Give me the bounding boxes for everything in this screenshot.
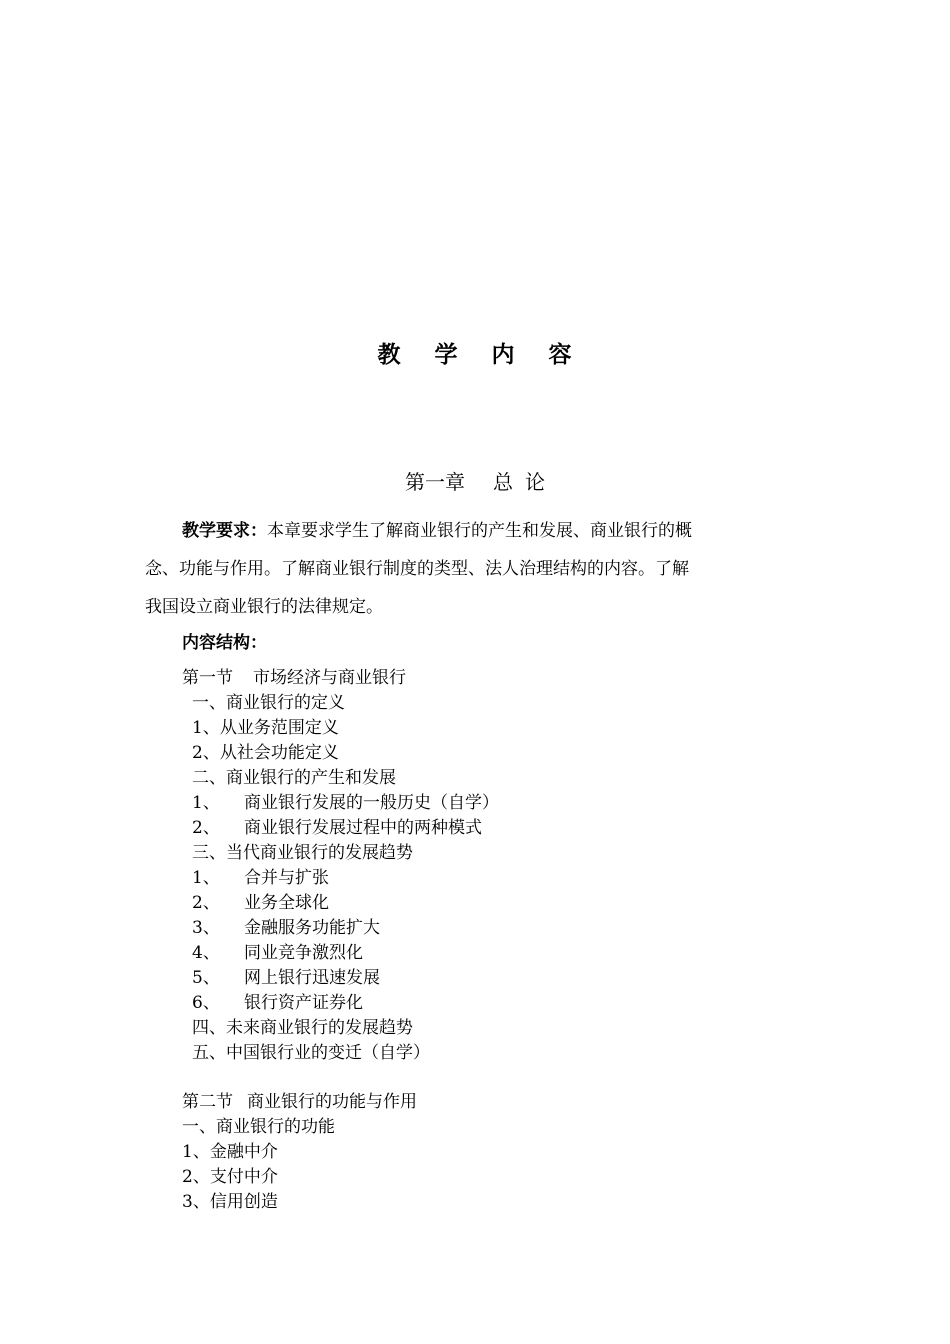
requirement-line-3: 我国设立商业银行的法律规定。: [145, 597, 383, 617]
s1-item-7-text: 合并与扩张: [244, 868, 329, 888]
s1-item-13: 四、未来商业银行的发展趋势: [192, 1018, 413, 1038]
s1-item-5-text: 商业银行发展过程中的两种模式: [244, 818, 482, 838]
chapter-heading: [0, 466, 950, 495]
s1-item-11-num: 5、: [192, 968, 220, 988]
s2-item-2: 2、支付中介: [182, 1167, 278, 1187]
s1-item-14: 五、中国银行业的变迁（自学）: [192, 1043, 430, 1063]
s1-item-12-text: 银行资产证券化: [244, 993, 363, 1013]
requirement-line-1: [182, 516, 802, 541]
s1-item-5-num: 2、: [192, 818, 220, 838]
chapter-title-part-2: 论: [525, 470, 545, 494]
s1-item-10-text: 同业竞争激烈化: [244, 943, 363, 963]
s1-item-10-num: 4、: [192, 943, 220, 963]
section-2-title: 商业银行的功能与作用: [247, 1092, 417, 1112]
s1-item-10: [192, 938, 363, 963]
section-1-number: 第一节: [182, 668, 233, 688]
s1-item-2: 2、从社会功能定义: [192, 743, 339, 763]
s1-item-8: [192, 888, 329, 913]
s1-item-8-num: 2、: [192, 893, 220, 913]
s2-item-0: 一、商业银行的功能: [182, 1117, 335, 1137]
s1-item-8-text: 业务全球化: [244, 893, 329, 913]
section-1-heading: [182, 663, 406, 688]
structure-label: 内容结构：: [182, 633, 267, 653]
s1-item-4-num: 1、: [192, 793, 220, 813]
s1-item-4: [192, 788, 499, 813]
s1-item-11-text: 网上银行迅速发展: [244, 968, 380, 988]
s1-item-3: 二、商业银行的产生和发展: [192, 768, 396, 788]
s1-item-11: [192, 963, 380, 988]
s2-item-3: 3、信用创造: [182, 1192, 278, 1212]
s1-item-12: [192, 988, 363, 1013]
requirement-label: 教学要求：: [182, 521, 267, 541]
s1-item-1: 1、从业务范围定义: [192, 718, 339, 738]
s1-item-5: [192, 813, 482, 838]
chapter-number: 第一章: [405, 470, 465, 494]
s1-item-7: [192, 863, 329, 888]
s1-item-4-text: 商业银行发展的一般历史（自学）: [244, 793, 499, 813]
section-1-title: 市场经济与商业银行: [253, 668, 406, 688]
s1-item-7-num: 1、: [192, 868, 220, 888]
s1-item-0: 一、商业银行的定义: [192, 693, 345, 713]
requirement-text-1: 本章要求学生了解商业银行的产生和发展、商业银行的概: [267, 521, 692, 541]
s1-item-12-num: 6、: [192, 993, 220, 1013]
requirement-line-2: 念、功能与作用。了解商业银行制度的类型、法人治理结构的内容。了解: [145, 559, 689, 579]
s1-item-6: 三、当代商业银行的发展趋势: [192, 843, 413, 863]
s2-item-1: 1、金融中介: [182, 1142, 278, 1162]
section-2-heading: [182, 1087, 417, 1112]
document-title: 教 学 内 容: [377, 342, 585, 368]
s1-item-9-num: 3、: [192, 918, 220, 938]
section-2-number: 第二节: [182, 1092, 233, 1112]
s1-item-9: [192, 913, 380, 938]
chapter-title-part-1: 总: [493, 470, 513, 494]
s1-item-9-text: 金融服务功能扩大: [244, 918, 380, 938]
